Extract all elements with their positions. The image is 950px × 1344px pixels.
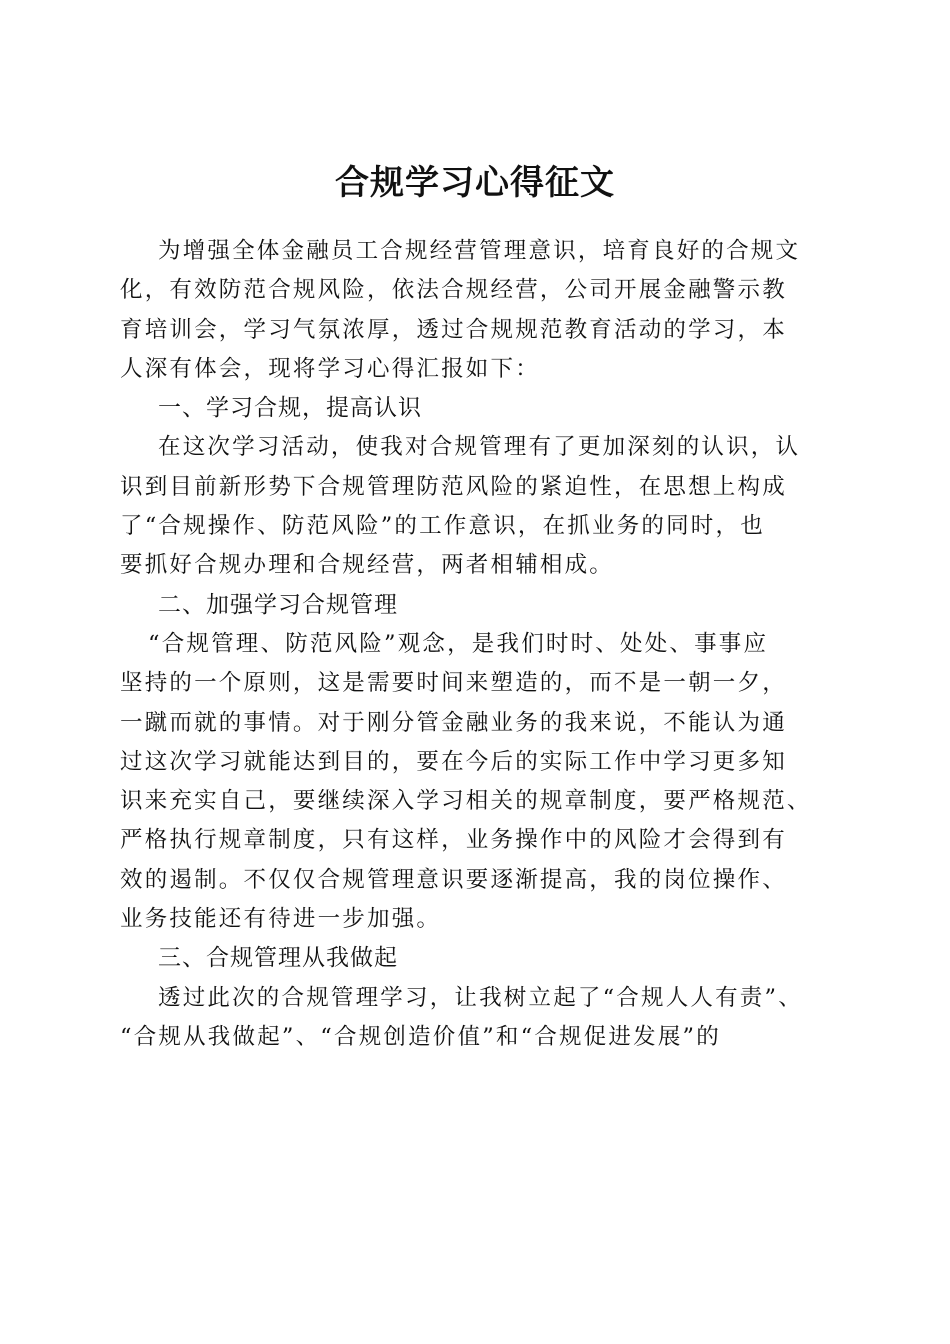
section-heading-1: 一、学习合规，提高认识 [158, 395, 422, 422]
text-line: 识到目前新形势下合规管理防范风险的紧迫性，在思想上构成 [120, 473, 787, 500]
intro-paragraph [120, 232, 830, 389]
text-line: 要抓好合规办理和合规经营，两者相辅相成。 [120, 552, 615, 579]
text-line: 育培训会，学习气氛浓厚，透过合规规范教育活动的学习，本 [120, 316, 787, 343]
section-heading-2: 二、加强学习合规管理 [158, 591, 398, 618]
text-line: 人深有体会，现将学习心得汇报如下： [120, 355, 540, 382]
section-3-paragraph [120, 979, 830, 1058]
section-2-paragraph [120, 625, 830, 939]
text-line: 严格执行规章制度，只有这样，业务操作中的风险才会得到有 [120, 827, 787, 854]
text-line: “合规管理、防范风险”观念，是我们时时、处处、事事应 [148, 630, 769, 657]
document-body [120, 232, 830, 1057]
text-line: 透过此次的合规管理学习，让我树立起了“合规人人有责”、 [158, 984, 803, 1011]
section-heading-3: 三、合规管理从我做起 [158, 945, 398, 972]
text-line: 坚持的一个原则，这是需要时间来塑造的，而不是一朝一夕， [120, 670, 787, 697]
text-line: 一蹴而就的事情。对于刚分管金融业务的我来说，不能认为通 [120, 709, 787, 736]
text-line: 过这次学习就能达到目的，要在今后的实际工作中学习更多知 [120, 748, 787, 775]
text-line: 为增强全体金融员工合规经营管理意识，培育良好的合规文 [158, 238, 801, 264]
text-line: 业务技能还有待进一步加强。 [120, 906, 442, 933]
text-line: 了“合规操作、防范风险”的工作意识，在抓业务的同时，也 [120, 513, 765, 540]
text-line: 在这次学习活动，使我对合规管理有了更加深刻的认识，认 [158, 434, 801, 461]
text-line: 效的遏制。不仅仅合规管理意识要逐渐提高，我的岗位操作、 [120, 866, 787, 893]
text-line: 化，有效防范合规风险，依法合规经营，公司开展金融警示教 [120, 277, 787, 304]
section-1-paragraph [120, 428, 830, 585]
text-line: 识来充实自己，要继续深入学习相关的规章制度，要严格规范、 [120, 788, 812, 815]
text-line: “合规从我做起”、“合规创造价值”和“合规促进发展”的 [120, 1023, 721, 1050]
document-title: 合规学习心得征文 [335, 162, 615, 203]
